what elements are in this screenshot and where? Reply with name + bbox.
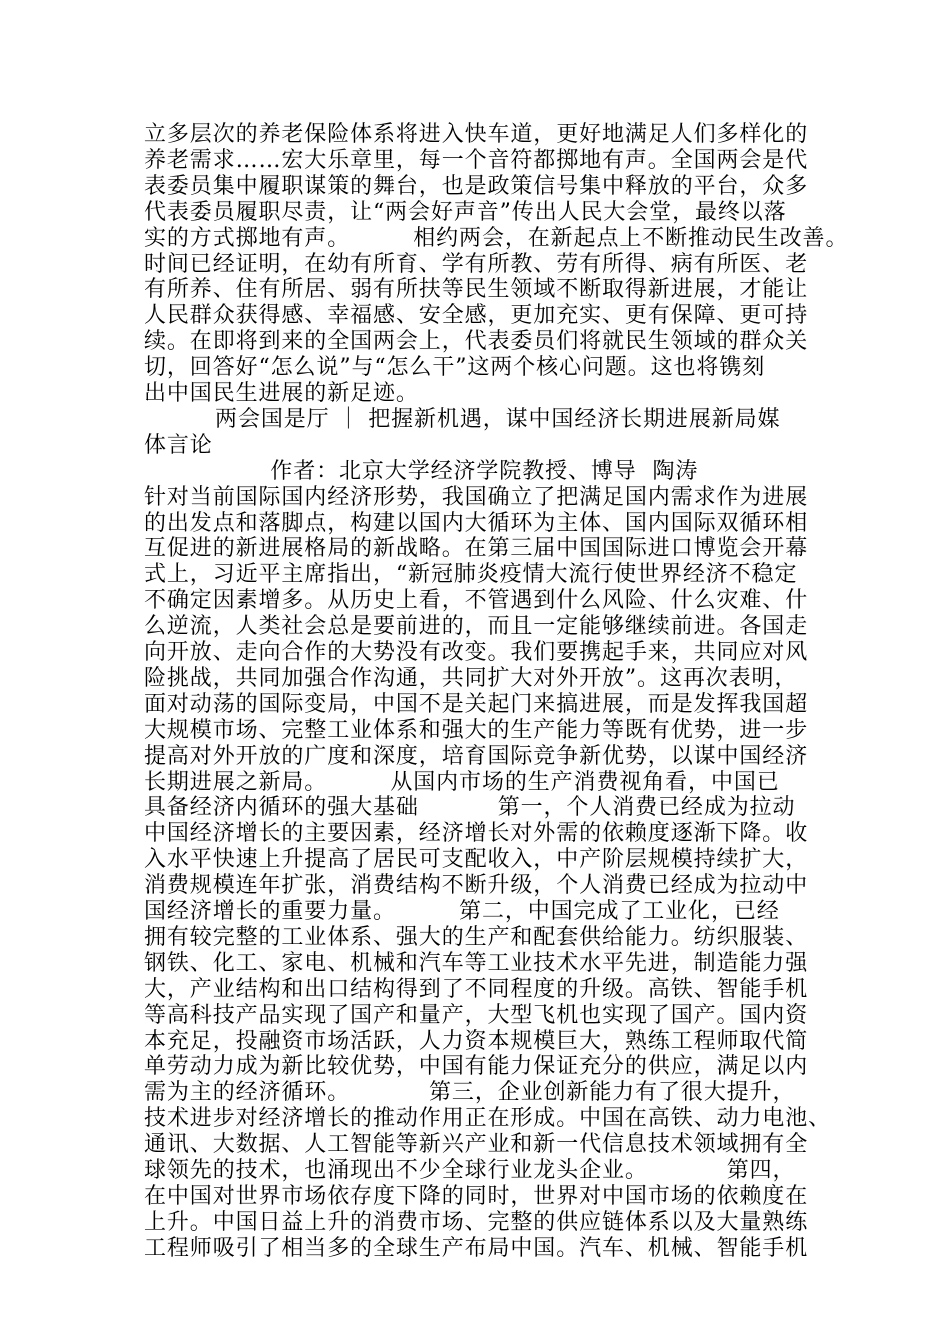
text-line: 上升。中国日益上升的消费市场、完整的供应链体系以及大量熟练 <box>144 1209 809 1235</box>
text-line: 时间已经证明，在幼有所育、学有所教、劳有所得、病有所医、老 <box>144 251 809 277</box>
text-line: 钢铁、化工、家电、机械和汽车等工业技术水平先进，制造能力强 <box>144 950 809 976</box>
text-line: 长期进展之新局。 从国内市场的生产消费视角看，中国已 <box>144 769 780 795</box>
text-line: 技术进步对经济增长的推动作用正在形成。中国在高铁、动力电池、 <box>144 1106 832 1132</box>
text-line: 险挑战，共同加强合作沟通，共同扩大对外开放”。这再次表明， <box>144 665 798 691</box>
text-line: 么逆流，人类社会总是要前进的，而且一定能够继续前进。各国走 <box>144 614 809 640</box>
text-line: 人民群众获得感、幸福感、安全感，更加充实、更有保障、更可持 <box>144 303 809 329</box>
text-line: 实的方式掷地有声。 相约两会，在新起点上不断推动民生改善。 <box>144 225 849 251</box>
text-line: 中国经济增长的主要因素，经济增长对外需的依赖度逐渐下降。收 <box>144 821 809 847</box>
text-line: 需为主的经济循环。 第三，企业创新能力有了很大提升， <box>144 1080 796 1106</box>
text-line: 拥有较完整的工业体系、强大的生产和配套供给能力。纺织服装、 <box>144 924 809 950</box>
text-line: 球领先的技术，也涌现出不少全球行业龙头企业。 第四， <box>144 1158 796 1183</box>
text-line: 在中国对世界市场依存度下降的同时，世界对中国市场的依赖度在 <box>144 1183 809 1209</box>
text-line: 续。在即将到来的全国两会上，代表委员们将就民生领域的群众关 <box>144 329 809 355</box>
text-line: 国经济增长的重要力量。 第二，中国完成了工业化，已经 <box>144 899 780 924</box>
text-line: 立多层次的养老保险体系将进入快车道，更好地满足人们多样化的 <box>144 122 809 147</box>
text-line: 入水平快速上升提高了居民可支配收入，中产阶层规模持续扩大， <box>144 847 809 873</box>
text-line: 有所养、住有所居、弱有所扶等民生领域不断取得新进展，才能让 <box>144 277 809 303</box>
text-line: 提高对外开放的广度和深度，培育国际竞争新优势，以谋中国经济 <box>144 743 809 769</box>
text-line: 面对动荡的国际变局，中国不是关起门来搞进展，而是发挥我国超 <box>144 691 809 717</box>
text-line: 向开放、走向合作的大势没有改变。我们要携起手来，共同应对风 <box>144 640 809 665</box>
text-line: 互促进的新进展格局的新战略。在第三届中国国际进口博览会开幕 <box>144 536 809 562</box>
text-line: 针对当前国际国内经济形势，我国确立了把满足国内需求作为进展 <box>144 484 809 510</box>
text-line: 本充足，投融资市场活跃，人力资本规模巨大，熟练工程师取代简 <box>144 1028 809 1054</box>
text-line: 养老需求……宏大乐章里，每一个音符都掷地有声。全国两会是代 <box>144 147 809 173</box>
text-line: 工程师吸引了相当多的全球生产布局中国。汽车、机械、智能手机 <box>144 1235 809 1261</box>
text-line: 不确定因素增多。从历史上看，不管遇到什么风险、什么灾难、什 <box>144 588 809 614</box>
text-line: 式上，习近平主席指出，“新冠肺炎疫情大流行使世界经济不稳定 <box>144 562 798 588</box>
text-line: 具备经济内循环的强大基础 第一，个人消费已经成为拉动 <box>144 795 796 821</box>
text-line: 代表委员履职尽责，让“两会好声音”传出人民大会堂，最终以落 <box>144 199 787 225</box>
text-line: 单劳动力成为新比较优势，中国有能力保证充分的供应，满足以内 <box>144 1054 809 1080</box>
text-line: 切，回答好“怎么说”与“怎么干”这两个核心问题。这也将镌刻 <box>144 355 766 381</box>
text-line: 两会国是厅 ｜ 把握新机遇，谋中国经济长期进展新局媒 <box>144 406 781 432</box>
text-line: 出中国民生进展的新足迹。 <box>144 381 419 406</box>
text-line: 的出发点和落脚点，构建以国内大循环为主体、国内国际双循环相 <box>144 510 809 536</box>
text-line: 通讯、大数据、人工智能等新兴产业和新一代信息技术领域拥有全 <box>144 1132 809 1158</box>
text-line: 体言论 <box>144 432 213 458</box>
text-line: 表委员集中履职谋策的舞台，也是政策信号集中释放的平台，众多 <box>144 173 809 199</box>
text-line: 等高科技产品实现了国产和量产，大型飞机也实现了国产。国内资 <box>144 1002 809 1028</box>
text-line: 大规模市场、完整工业体系和强大的生产能力等既有优势，进一步 <box>144 717 809 743</box>
text-line: 作者：北京大学经济学院教授、博导 陶涛 <box>144 458 699 484</box>
text-line: 大，产业结构和出口结构得到了不同程度的升级。高铁、智能手机 <box>144 976 809 1002</box>
text-line: 消费规模连年扩张，消费结构不断升级，个人消费已经成为拉动中 <box>144 873 809 899</box>
